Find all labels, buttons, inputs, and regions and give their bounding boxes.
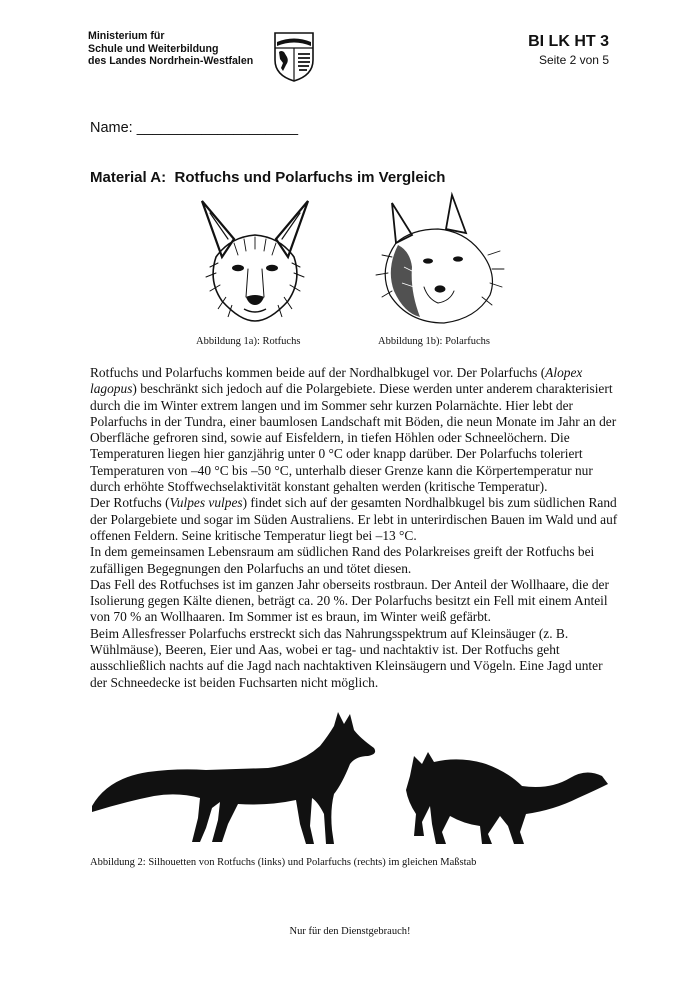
name-label: Name: — [90, 120, 133, 136]
paragraph-2: Der Rotfuchs (Vulpes vulpes) findet sich auf der gesamten Nordhalbkugel bis zum südlichen Rand der Polargebiete und sogar im Süden Australiens. Er lebt in unterirdischen Bauen im Wald und auf offenen Feldern. Seine kritische Temperatur liegt bei –13 °C. — [90, 495, 618, 543]
figure-2-caption: Abbildung 2: Silhouetten von Rotfuchs (links) und Polarfuchs (rechts) im gleichen Maßstab — [90, 857, 477, 868]
name-blank-line[interactable]: ____________________ — [136, 120, 299, 136]
ministry-line-2: Schule und Weiterbildung — [88, 42, 219, 55]
page-indicator: Seite 2 von 5 — [538, 53, 609, 67]
latin-name-arctic-fox: Alopex lagopus — [90, 365, 583, 397]
name-field[interactable] — [90, 120, 298, 136]
paragraph-4: Das Fell des Rotfuchses ist im ganzen Jahr oberseits rostbraun. Der Anteil der Wollhaare, die der Isolierung gegen Kälte dienen, beträgt ca. 20 %. Der Polarfuchs besitzt ein Fell mit einem Anteil von 70 % an Wollhaaren. Im Sommer ist es braun, im Winter weiß gefärbt. — [90, 576, 609, 625]
red-fox-head-illustration — [188, 193, 322, 325]
red-fox-silhouette — [92, 712, 375, 844]
paragraph-3: In dem gemeinsamen Lebensraum am südlichen Rand des Polarkreises greift der Rotfuchs bei zufälligen Begegnungen den Polarfuchs an und tötet diesen. — [90, 544, 595, 576]
arctic-fox-head-illustration — [368, 191, 508, 327]
ministry-name — [88, 30, 253, 68]
ministry-line-3: des Landes Nordrhein-Westfalen — [88, 55, 254, 68]
nrw-coat-of-arms-icon — [272, 30, 316, 82]
footer-note: Nur für den Dienstgebrauch! — [289, 926, 411, 937]
fox-silhouettes-illustration — [88, 706, 612, 854]
document-code: BI LK HT 3 — [528, 33, 609, 50]
ministry-line-1: Ministerium für — [88, 30, 165, 42]
figure-1a-caption: Abbildung 1a): Rotfuchs — [196, 336, 301, 347]
material-label: Material A: — [90, 169, 167, 186]
latin-name-red-fox: Vulpes vulpes — [169, 495, 243, 511]
paragraph-5: Beim Allesfresser Polarfuchs erstreckt sich das Nahrungsspektrum auf Kleinsäuger (z. B. Wühlmäuse), Beeren, Eier und Aas, wobei er tag- und nachtaktiv ist. Der Rotfuchs geht ausschließlich nachts auf die Jagd nach nachtaktiven Kleinsäugern und Vögeln. Eine Jagd unter der Schneedecke ist beiden Fuchsarten nicht möglich. — [90, 625, 603, 690]
material-heading — [90, 169, 445, 186]
body-text — [90, 365, 622, 691]
arctic-fox-silhouette — [406, 752, 608, 844]
figure-1b-caption: Abbildung 1b): Polarfuchs — [378, 336, 490, 347]
material-title: Rotfuchs und Polarfuchs im Vergleich — [174, 169, 446, 186]
paragraph-1: Rotfuchs und Polarfuchs kommen beide auf der Nordhalbkugel vor. Der Polarfuchs (Alopex lagopus) beschränkt sich jedoch auf die Polargebiete. Diese werden unter anderem charakterisiert durch die im Winter extrem langen und im Sommer sehr kurzen Polarnächte. Hier lebt der Polarfuchs in der Tundra, einer baumlosen Landschaft mit Böden, die neun Monate im Jahr an der Oberfläche gefroren sind, sowie auf Eisfeldern, in tiefen Höhlen oder Schneelöchern. Die Temperaturen liegen hier ganzjährig unter 0 °C oder knapp darüber. Der Polarfuchs toleriert Temperaturen von –40 °C bis –50 °C, unterhalb dieser Grenze kann die Körpertemperatur nur durch erhöhte Stoffwechselaktivität konstant gehalten werden (kritische Temperatur). — [90, 365, 617, 495]
